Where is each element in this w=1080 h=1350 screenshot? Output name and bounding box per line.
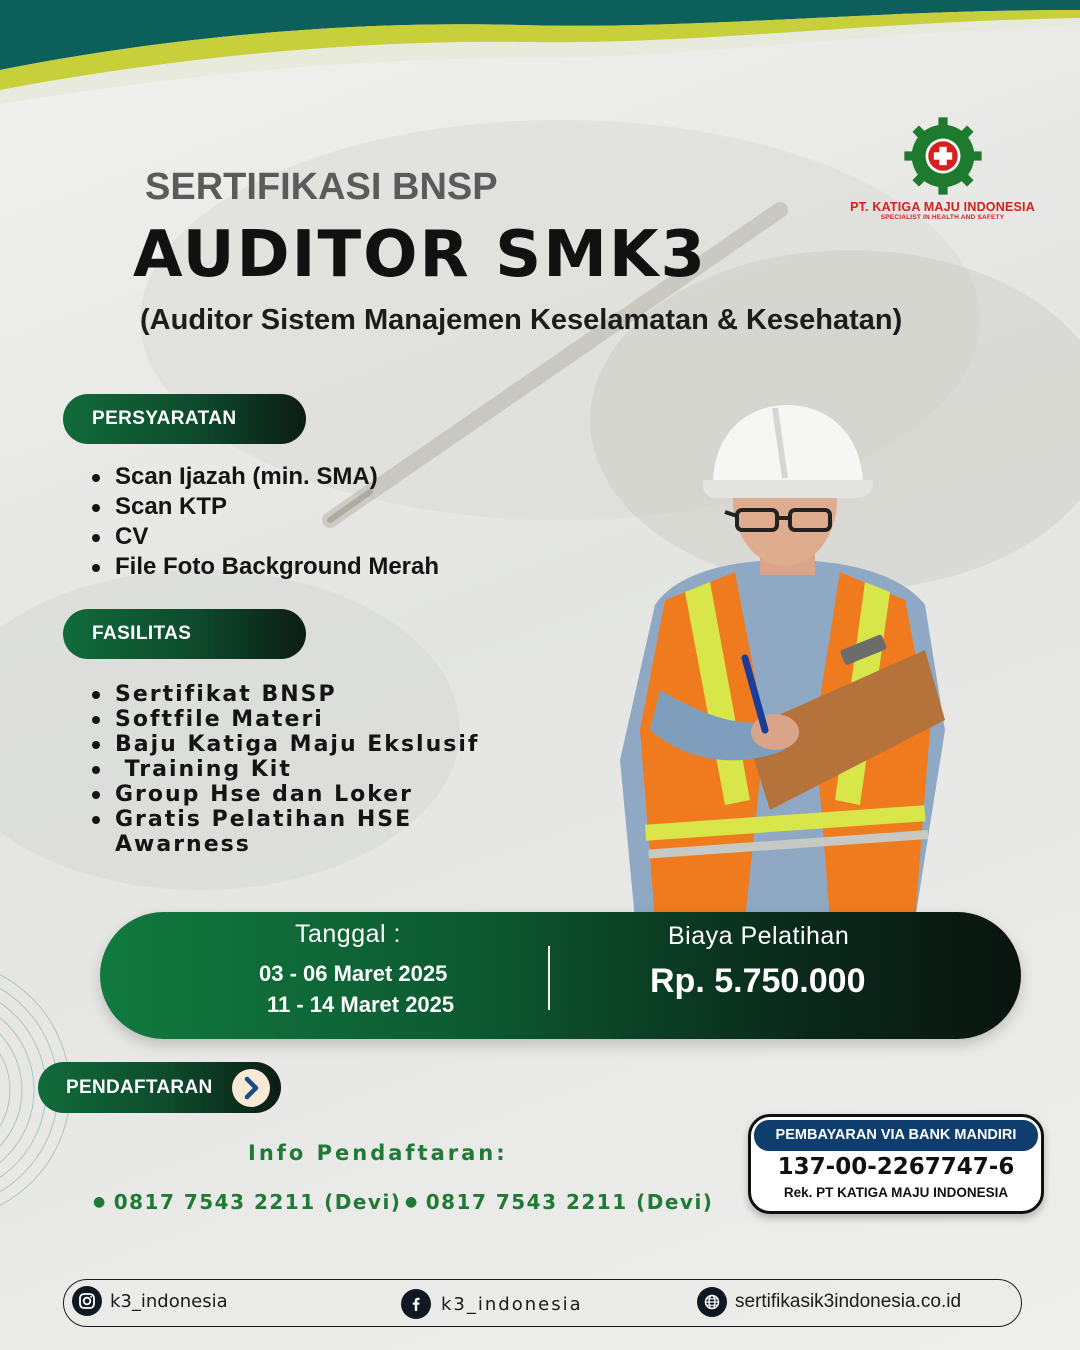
logo-tagline: SPECIALIST IN HEALTH AND SAFETY xyxy=(880,214,1005,221)
k3-gear-logo-icon xyxy=(897,110,989,202)
contact-phone-2[interactable]: ● 0817 7543 2211 (Devi) xyxy=(405,1190,714,1214)
bank-payment-box xyxy=(748,1114,1044,1214)
list-item: Group Hse dan Loker xyxy=(90,782,510,807)
schedule-price-bar xyxy=(100,912,1021,1039)
bank-account-name: Rek. PT KATIGA MAJU INDONESIA xyxy=(783,1185,1009,1200)
list-item: Gratis Pelatihan HSE Awarness xyxy=(90,807,510,857)
list-item: Baju Katiga Maju Ekslusif xyxy=(90,732,510,757)
instagram-link[interactable] xyxy=(72,1286,228,1316)
fee-label: Biaya Pelatihan xyxy=(668,922,850,950)
list-item: CV xyxy=(90,522,439,552)
registration-button-label: PENDAFTARAN xyxy=(66,1077,213,1098)
requirements-list xyxy=(90,462,439,582)
registration-button[interactable] xyxy=(38,1062,281,1113)
list-item: Scan KTP xyxy=(90,492,439,522)
logo-company-name: PT. KATIGA MAJU INDONESIA xyxy=(850,200,1035,214)
requirements-heading: PERSYARATAN xyxy=(63,394,306,444)
facilities-heading: FASILITAS xyxy=(63,609,306,659)
page-title: AUDITOR SMK3 xyxy=(133,218,707,292)
training-date-1: 03 - 06 Maret 2025 xyxy=(259,961,448,986)
facilities-list xyxy=(90,682,510,857)
registration-info-title: Info Pendaftaran: xyxy=(248,1141,508,1165)
contact-phone-text: 0817 7543 2211 (Devi) xyxy=(425,1190,714,1214)
instagram-icon xyxy=(72,1286,102,1316)
fee-value: Rp. 5.750.000 xyxy=(650,962,866,1000)
bank-header: PEMBAYARAN VIA BANK MANDIRI xyxy=(754,1120,1038,1151)
page-subtitle: (Auditor Sistem Manajemen Keselamatan & Kesehatan) xyxy=(140,304,903,336)
website-url: sertifikasik3indonesia.co.id xyxy=(735,1291,962,1312)
list-item: Training Kit xyxy=(90,757,510,782)
contact-phone-1[interactable]: ● 0817 7543 2211 (Devi) xyxy=(93,1190,402,1214)
list-item: Sertifikat BNSP xyxy=(90,682,510,707)
website-link[interactable] xyxy=(697,1287,961,1317)
divider xyxy=(548,946,550,1010)
list-item: Softfile Materi xyxy=(90,707,510,732)
chevron-right-icon[interactable] xyxy=(232,1069,270,1107)
facebook-link[interactable] xyxy=(401,1289,583,1319)
training-date-2: 11 - 14 Maret 2025 xyxy=(267,992,455,1017)
instagram-handle: k3_indonesia xyxy=(110,1290,228,1312)
pre-title: SERTIFIKASI BNSP xyxy=(145,166,498,208)
list-item: Scan Ijazah (min. SMA) xyxy=(90,462,439,492)
list-item: File Foto Background Merah xyxy=(90,552,439,582)
bank-account-number: 137-00-2267747-6 xyxy=(777,1154,1015,1180)
facebook-handle: k3_indonesia xyxy=(441,1293,583,1315)
top-wave-decoration xyxy=(0,0,1080,110)
company-logo xyxy=(845,110,1040,221)
facebook-icon xyxy=(401,1289,431,1319)
date-label: Tanggal : xyxy=(295,920,401,948)
globe-icon xyxy=(697,1287,727,1317)
safety-worker-image xyxy=(615,400,960,920)
social-footer xyxy=(63,1279,1022,1327)
contact-phone-text: 0817 7543 2211 (Devi) xyxy=(113,1190,402,1214)
